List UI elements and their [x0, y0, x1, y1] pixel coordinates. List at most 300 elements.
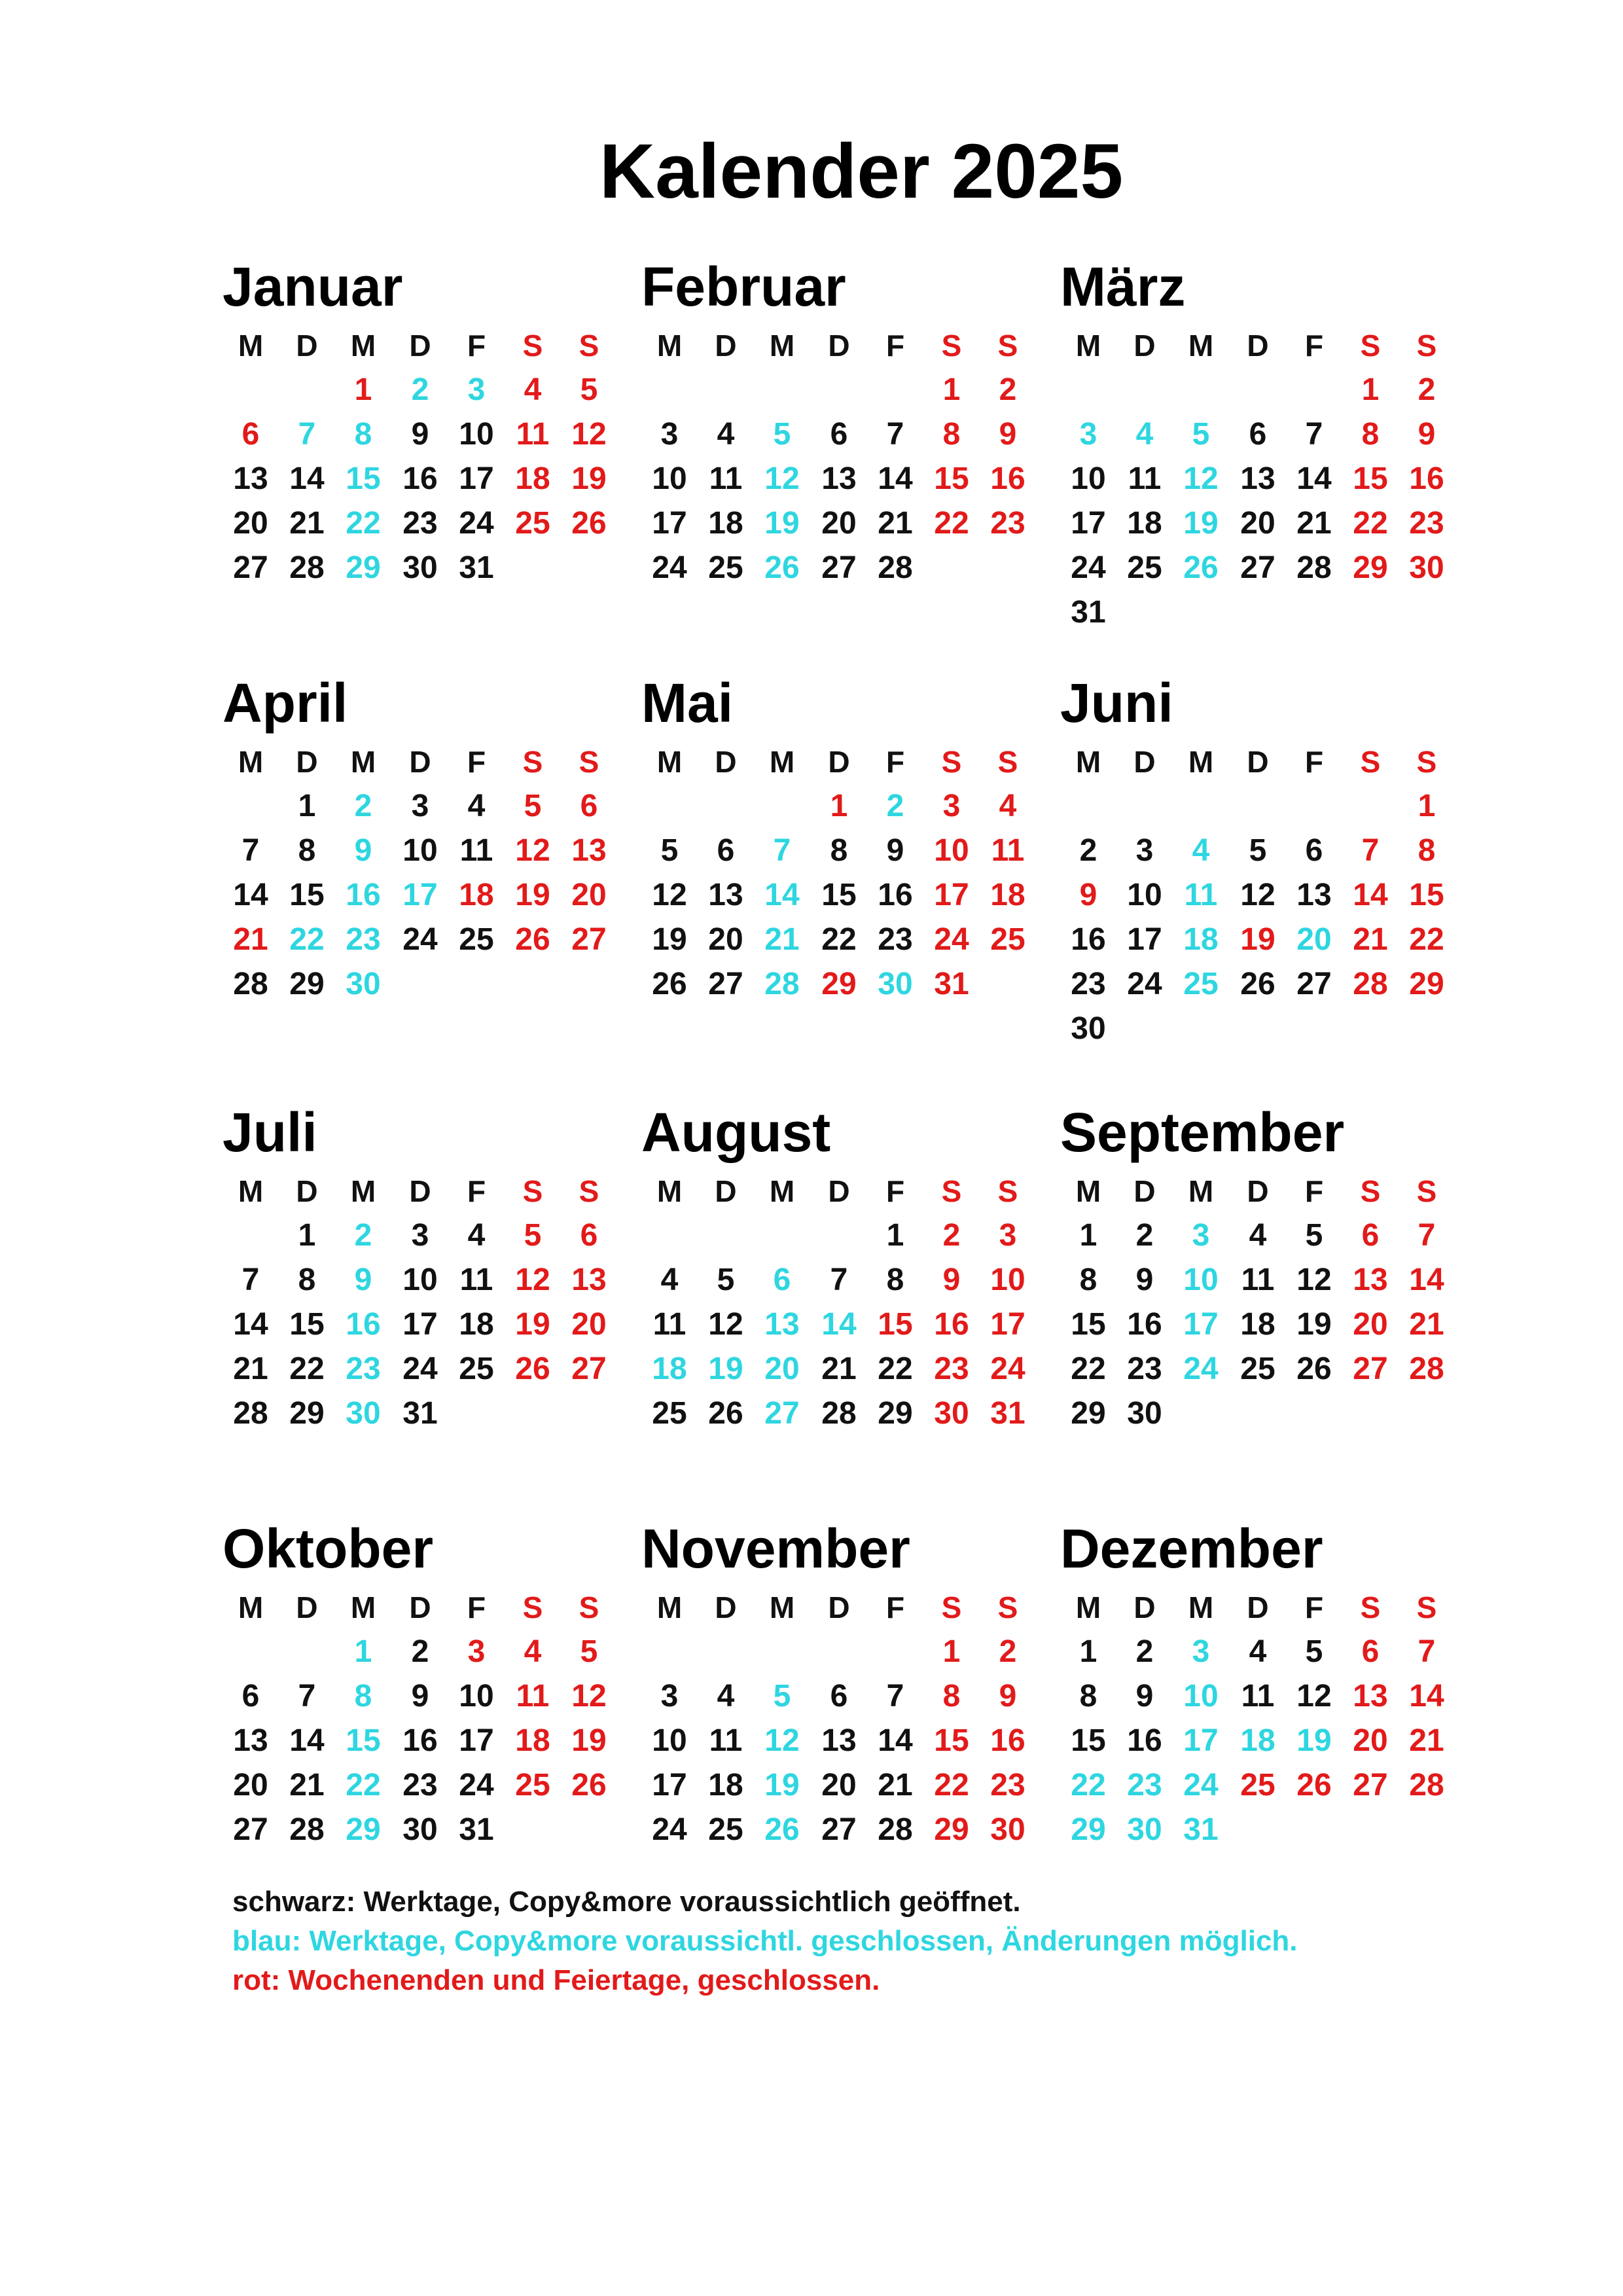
day-cell: 25 [1183, 967, 1219, 1001]
weekday-header: M [238, 329, 264, 363]
day-cell: 8 [1418, 833, 1436, 868]
day-cell: 25 [515, 1768, 550, 1803]
day-cell: 28 [289, 550, 325, 585]
day-cell: 31 [459, 550, 494, 585]
day-cell: 23 [1071, 967, 1106, 1001]
day-cell: 1 [1361, 372, 1380, 407]
day-cell: 1 [298, 789, 316, 823]
day-cell: 22 [821, 922, 857, 957]
day-cell: 7 [241, 1263, 260, 1297]
day-cell: 21 [233, 1352, 268, 1386]
month-name: Januar [223, 256, 403, 317]
weekday-header: D [828, 1174, 850, 1208]
day-cell: 3 [1135, 833, 1154, 868]
day-cell: 8 [942, 1679, 961, 1713]
day-cell: 15 [1071, 1723, 1106, 1758]
day-cell: 18 [459, 878, 494, 912]
day-cell: 15 [934, 461, 969, 496]
day-cell: 7 [886, 1679, 904, 1713]
day-cell: 3 [467, 372, 486, 407]
day-cell: 29 [934, 1812, 969, 1847]
day-cell: 18 [1127, 506, 1162, 541]
day-cell: 9 [942, 1263, 961, 1297]
weekday-header: D [828, 1590, 850, 1624]
day-cell: 2 [1418, 372, 1436, 407]
weekday-header: S [1360, 329, 1381, 363]
day-cell: 3 [942, 789, 961, 823]
day-cell: 14 [233, 878, 268, 912]
day-cell: 7 [773, 833, 791, 868]
weekday-header: S [941, 1590, 962, 1624]
day-cell: 10 [402, 833, 438, 868]
day-cell: 10 [934, 833, 969, 868]
day-cell: 19 [708, 1352, 743, 1386]
day-cell: 13 [571, 833, 607, 868]
day-cell: 5 [1192, 417, 1210, 452]
weekday-header: D [1133, 1174, 1156, 1208]
day-cell: 7 [830, 1263, 848, 1297]
month-name: März [1060, 256, 1186, 317]
day-cell: 22 [1353, 506, 1388, 541]
day-cell: 4 [1192, 833, 1210, 868]
legend-blue: blau: Werktage, Copy&more voraussichtl. geschlossen, Änderungen möglich. [232, 1925, 1298, 1957]
day-cell: 27 [1296, 967, 1332, 1001]
day-cell: 21 [1353, 922, 1388, 957]
day-cell: 19 [1296, 1307, 1332, 1342]
weekday-header: D [1247, 329, 1269, 363]
day-cell: 16 [1409, 461, 1444, 496]
day-cell: 13 [708, 878, 743, 912]
weekday-header: S [1360, 745, 1381, 779]
day-cell: 25 [990, 922, 1026, 957]
day-cell: 14 [1409, 1263, 1444, 1297]
day-cell: 8 [298, 833, 316, 868]
day-cell: 29 [821, 967, 857, 1001]
weekday-header: D [1133, 745, 1156, 779]
day-cell: 21 [289, 1768, 325, 1803]
weekday-header: D [828, 745, 850, 779]
weekday-header: M [1188, 1174, 1214, 1208]
weekday-header: M [350, 1174, 376, 1208]
weekday-header: F [467, 1174, 486, 1208]
day-cell: 1 [886, 1218, 904, 1253]
day-cell: 9 [354, 833, 372, 868]
day-cell: 4 [524, 1634, 542, 1669]
day-cell: 4 [524, 372, 542, 407]
day-cell: 5 [580, 372, 598, 407]
day-cell: 3 [1192, 1634, 1210, 1669]
day-cell: 1 [942, 372, 961, 407]
day-cell: 1 [298, 1218, 316, 1253]
weekday-header: D [1247, 1590, 1269, 1624]
month-name: Juni [1060, 672, 1173, 734]
day-cell: 3 [411, 1218, 429, 1253]
day-cell: 11 [652, 1307, 687, 1342]
day-cell: 10 [402, 1263, 438, 1297]
day-cell: 3 [660, 1679, 679, 1713]
weekday-header: S [522, 745, 543, 779]
day-cell: 5 [524, 1218, 542, 1253]
day-cell: 8 [886, 1263, 904, 1297]
day-cell: 10 [990, 1263, 1026, 1297]
day-cell: 28 [878, 550, 913, 585]
day-cell: 12 [1296, 1263, 1332, 1297]
day-cell: 11 [991, 833, 1025, 868]
weekday-header: F [1304, 745, 1324, 779]
day-cell: 18 [515, 461, 550, 496]
day-cell: 30 [402, 1812, 438, 1847]
day-cell: 8 [354, 417, 372, 452]
day-cell: 12 [1240, 878, 1275, 912]
day-cell: 12 [764, 461, 800, 496]
day-cell: 25 [459, 922, 494, 957]
day-cell: 2 [1079, 833, 1097, 868]
day-cell: 10 [1183, 1679, 1219, 1713]
month-name: September [1060, 1102, 1345, 1163]
day-cell: 21 [764, 922, 800, 957]
weekday-header: M [1075, 329, 1101, 363]
day-cell: 1 [1418, 789, 1436, 823]
day-cell: 30 [990, 1812, 1026, 1847]
day-cell: 26 [571, 1768, 607, 1803]
weekday-header: S [941, 1174, 962, 1208]
day-cell: 27 [571, 922, 607, 957]
day-cell: 5 [773, 1679, 791, 1713]
day-cell: 4 [1249, 1634, 1267, 1669]
day-cell: 28 [1409, 1768, 1444, 1803]
page-title: Kalender 2025 [599, 128, 1124, 215]
day-cell: 22 [1071, 1768, 1106, 1803]
day-cell: 18 [515, 1723, 550, 1758]
day-cell: 13 [233, 461, 268, 496]
weekday-header: M [1188, 1590, 1214, 1624]
day-cell: 10 [652, 461, 687, 496]
day-cell: 6 [1361, 1218, 1380, 1253]
day-cell: 20 [1353, 1307, 1388, 1342]
day-cell: 26 [515, 1352, 550, 1386]
day-cell: 28 [289, 1812, 325, 1847]
day-cell: 6 [1305, 833, 1323, 868]
day-cell: 28 [1296, 550, 1332, 585]
day-cell: 6 [241, 1679, 260, 1713]
day-cell: 15 [289, 878, 325, 912]
day-cell: 2 [1135, 1218, 1154, 1253]
day-cell: 6 [773, 1263, 791, 1297]
weekday-header: S [941, 329, 962, 363]
weekday-header: M [769, 745, 795, 779]
weekday-header: S [1416, 745, 1437, 779]
day-cell: 27 [1353, 1352, 1388, 1386]
day-cell: 15 [346, 461, 381, 496]
day-cell: 13 [764, 1307, 800, 1342]
month-name: Oktober [223, 1518, 434, 1579]
day-cell: 2 [411, 372, 429, 407]
day-cell: 13 [1296, 878, 1332, 912]
day-cell: 6 [580, 1218, 598, 1253]
day-cell: 25 [708, 550, 743, 585]
day-cell: 29 [1409, 967, 1444, 1001]
day-cell: 12 [1296, 1679, 1332, 1713]
day-cell: 17 [402, 878, 438, 912]
month-name: November [641, 1518, 910, 1579]
day-cell: 21 [289, 506, 325, 541]
day-cell: 9 [886, 833, 904, 868]
day-cell: 9 [354, 1263, 372, 1297]
month-name: Juli [223, 1102, 317, 1163]
day-cell: 9 [1135, 1263, 1154, 1297]
day-cell: 23 [346, 922, 381, 957]
weekday-header: M [238, 745, 264, 779]
weekday-header: M [1075, 1174, 1101, 1208]
day-cell: 7 [1418, 1634, 1436, 1669]
day-cell: 6 [830, 1679, 848, 1713]
day-cell: 5 [660, 833, 679, 868]
day-cell: 16 [990, 461, 1026, 496]
day-cell: 30 [1127, 1396, 1162, 1431]
day-cell: 28 [233, 967, 268, 1001]
day-cell: 31 [1183, 1812, 1219, 1847]
day-cell: 11 [459, 833, 493, 868]
day-cell: 5 [1305, 1634, 1323, 1669]
day-cell: 11 [709, 1723, 743, 1758]
day-cell: 15 [821, 878, 857, 912]
day-cell: 30 [346, 967, 381, 1001]
day-cell: 15 [934, 1723, 969, 1758]
weekday-header: D [296, 745, 318, 779]
day-cell: 21 [1409, 1307, 1444, 1342]
day-cell: 31 [934, 967, 969, 1001]
day-cell: 3 [467, 1634, 486, 1669]
day-cell: 18 [1240, 1723, 1275, 1758]
day-cell: 16 [1127, 1723, 1162, 1758]
day-cell: 24 [934, 922, 969, 957]
day-cell: 18 [990, 878, 1026, 912]
day-cell: 20 [821, 506, 857, 541]
day-cell: 5 [580, 1634, 598, 1669]
day-cell: 12 [515, 833, 550, 868]
weekday-header: S [522, 329, 543, 363]
day-cell: 18 [708, 506, 743, 541]
day-cell: 20 [764, 1352, 800, 1386]
day-cell: 4 [660, 1263, 679, 1297]
weekday-header: F [467, 329, 486, 363]
weekday-header: M [350, 329, 376, 363]
day-cell: 9 [999, 417, 1017, 452]
day-cell: 22 [934, 1768, 969, 1803]
day-cell: 23 [934, 1352, 969, 1386]
day-cell: 6 [830, 417, 848, 452]
weekday-header: S [997, 745, 1018, 779]
weekday-header: M [656, 1590, 683, 1624]
day-cell: 28 [1353, 967, 1388, 1001]
day-cell: 26 [1296, 1768, 1332, 1803]
weekday-header: S [579, 1174, 599, 1208]
day-cell: 19 [571, 461, 607, 496]
weekday-header: S [579, 745, 599, 779]
day-cell: 13 [1353, 1679, 1388, 1713]
day-cell: 5 [1249, 833, 1267, 868]
weekday-header: D [296, 329, 318, 363]
day-cell: 30 [346, 1396, 381, 1431]
weekday-header: M [1075, 1590, 1101, 1624]
day-cell: 23 [990, 1768, 1026, 1803]
day-cell: 8 [942, 417, 961, 452]
day-cell: 14 [233, 1307, 268, 1342]
day-cell: 23 [346, 1352, 381, 1386]
day-cell: 21 [878, 506, 913, 541]
day-cell: 22 [1409, 922, 1444, 957]
day-cell: 3 [999, 1218, 1017, 1253]
weekday-header: S [579, 329, 599, 363]
day-cell: 4 [717, 417, 735, 452]
day-cell: 23 [402, 1768, 438, 1803]
day-cell: 1 [830, 789, 848, 823]
weekday-header: D [409, 1590, 431, 1624]
day-cell: 27 [571, 1352, 607, 1386]
weekday-header: S [522, 1590, 543, 1624]
day-cell: 16 [990, 1723, 1026, 1758]
month-name: April [223, 672, 348, 734]
day-cell: 7 [886, 417, 904, 452]
day-cell: 22 [1071, 1352, 1106, 1386]
day-cell: 11 [1241, 1263, 1275, 1297]
day-cell: 28 [764, 967, 800, 1001]
day-cell: 25 [1240, 1352, 1275, 1386]
day-cell: 20 [233, 506, 268, 541]
day-cell: 9 [1079, 878, 1097, 912]
day-cell: 11 [1184, 878, 1218, 912]
day-cell: 16 [402, 461, 438, 496]
day-cell: 4 [999, 789, 1017, 823]
day-cell: 7 [298, 417, 316, 452]
day-cell: 17 [459, 461, 494, 496]
day-cell: 15 [1353, 461, 1388, 496]
day-cell: 26 [515, 922, 550, 957]
day-cell: 27 [821, 1812, 857, 1847]
weekday-header: D [1133, 329, 1156, 363]
day-cell: 17 [402, 1307, 438, 1342]
day-cell: 5 [524, 789, 542, 823]
weekday-header: F [1304, 1590, 1324, 1624]
day-cell: 26 [1183, 550, 1219, 585]
day-cell: 8 [354, 1679, 372, 1713]
weekday-header: M [656, 329, 683, 363]
weekday-header: S [1416, 329, 1437, 363]
day-cell: 27 [1240, 550, 1275, 585]
day-cell: 31 [459, 1812, 494, 1847]
day-cell: 6 [241, 417, 260, 452]
weekday-header: M [350, 1590, 376, 1624]
weekday-header: D [715, 329, 737, 363]
day-cell: 26 [764, 550, 800, 585]
day-cell: 28 [1409, 1352, 1444, 1386]
month-name: Dezember [1060, 1518, 1323, 1579]
day-cell: 13 [821, 461, 857, 496]
weekday-header: D [409, 329, 431, 363]
day-cell: 1 [354, 1634, 372, 1669]
day-cell: 16 [402, 1723, 438, 1758]
day-cell: 9 [411, 417, 429, 452]
day-cell: 6 [580, 789, 598, 823]
day-cell: 7 [298, 1679, 316, 1713]
day-cell: 24 [1183, 1352, 1219, 1386]
day-cell: 10 [1127, 878, 1162, 912]
weekday-header: S [1360, 1174, 1381, 1208]
day-cell: 16 [1127, 1307, 1162, 1342]
weekday-header: S [997, 1590, 1018, 1624]
day-cell: 11 [516, 1679, 550, 1713]
day-cell: 15 [289, 1307, 325, 1342]
weekday-header: S [1416, 1590, 1437, 1624]
day-cell: 26 [708, 1396, 743, 1431]
day-cell: 19 [764, 506, 800, 541]
day-cell: 28 [878, 1812, 913, 1847]
day-cell: 29 [1353, 550, 1388, 585]
day-cell: 30 [1127, 1812, 1162, 1847]
weekday-header: M [656, 1174, 683, 1208]
day-cell: 29 [346, 550, 381, 585]
day-cell: 7 [1418, 1218, 1436, 1253]
day-cell: 27 [233, 550, 268, 585]
day-cell: 27 [233, 1812, 268, 1847]
day-cell: 24 [459, 1768, 494, 1803]
day-cell: 27 [821, 550, 857, 585]
day-cell: 22 [289, 922, 325, 957]
day-cell: 24 [990, 1352, 1026, 1386]
month-name: August [641, 1102, 831, 1163]
day-cell: 17 [1183, 1723, 1219, 1758]
day-cell: 25 [515, 506, 550, 541]
day-cell: 19 [1183, 506, 1219, 541]
day-cell: 14 [764, 878, 800, 912]
day-cell: 16 [346, 1307, 381, 1342]
day-cell: 23 [1127, 1768, 1162, 1803]
month-name: Februar [641, 256, 846, 317]
day-cell: 16 [878, 878, 913, 912]
day-cell: 13 [1353, 1263, 1388, 1297]
day-cell: 18 [1183, 922, 1219, 957]
day-cell: 18 [1240, 1307, 1275, 1342]
day-cell: 12 [515, 1263, 550, 1297]
day-cell: 9 [1418, 417, 1436, 452]
day-cell: 18 [652, 1352, 687, 1386]
day-cell: 21 [821, 1352, 857, 1386]
weekday-header: F [885, 1590, 905, 1624]
day-cell: 12 [764, 1723, 800, 1758]
day-cell: 9 [411, 1679, 429, 1713]
weekday-header: F [1304, 329, 1324, 363]
day-cell: 26 [1240, 967, 1275, 1001]
day-cell: 29 [289, 967, 325, 1001]
weekday-header: D [1133, 1590, 1156, 1624]
weekday-header: M [1188, 329, 1214, 363]
day-cell: 1 [1079, 1634, 1097, 1669]
day-cell: 12 [1183, 461, 1219, 496]
day-cell: 22 [346, 506, 381, 541]
day-cell: 1 [1079, 1218, 1097, 1253]
day-cell: 8 [1361, 417, 1380, 452]
day-cell: 30 [934, 1396, 969, 1431]
day-cell: 17 [1127, 922, 1162, 957]
day-cell: 19 [1296, 1723, 1332, 1758]
day-cell: 3 [1192, 1218, 1210, 1253]
day-cell: 14 [1353, 878, 1388, 912]
weekday-header: D [715, 1590, 737, 1624]
day-cell: 19 [764, 1768, 800, 1803]
day-cell: 20 [1353, 1723, 1388, 1758]
day-cell: 12 [708, 1307, 743, 1342]
weekday-header: M [238, 1590, 264, 1624]
